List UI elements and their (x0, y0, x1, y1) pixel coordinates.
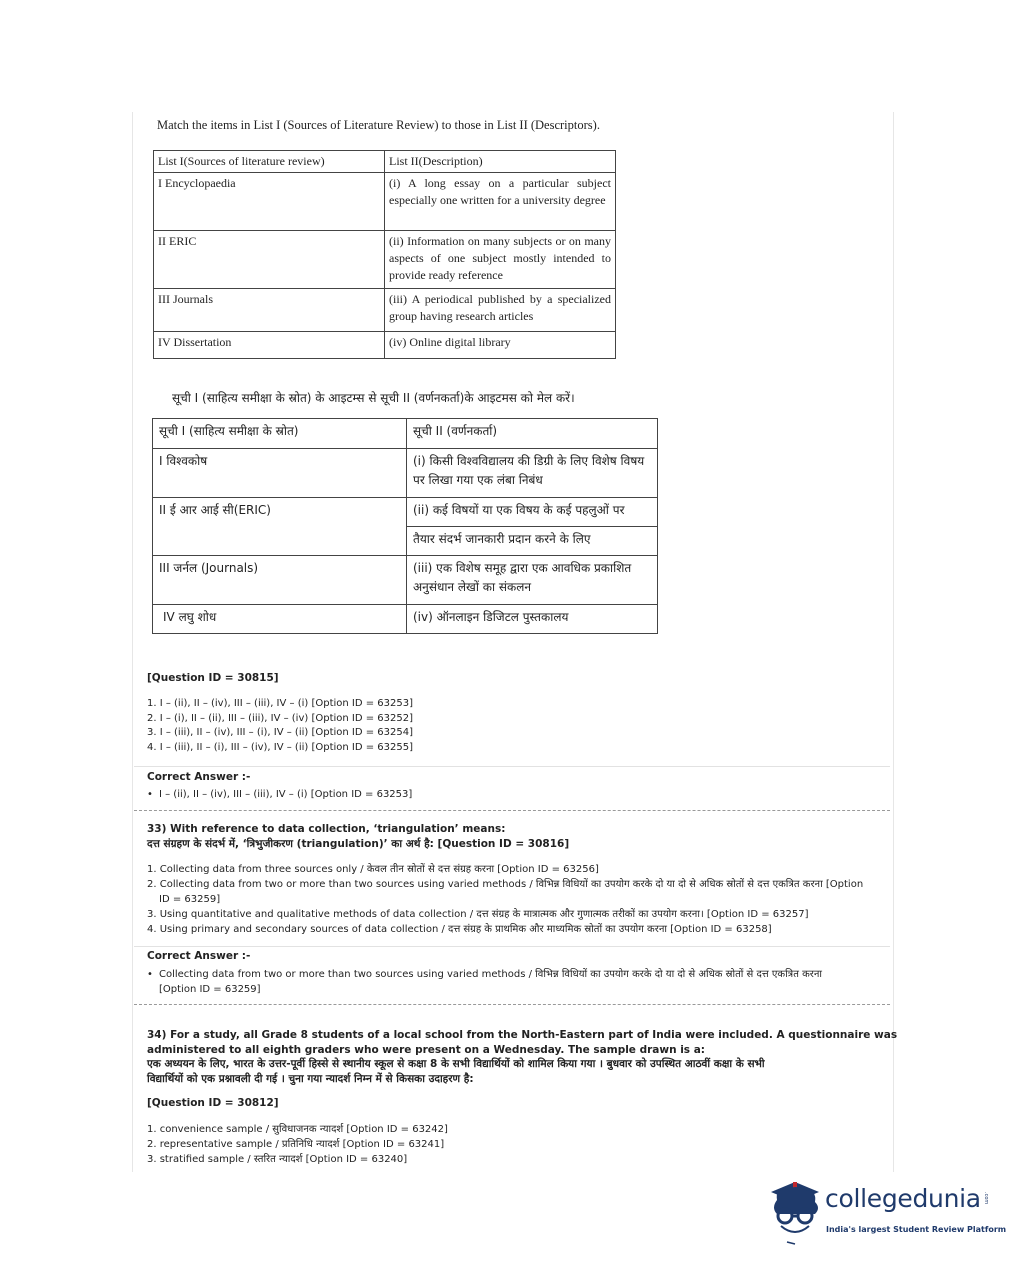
table-row (153, 449, 658, 498)
logo-com: .com (983, 1192, 989, 1205)
option-item: 2. Collecting data from two or more than two sources using varied methods / विभिन्न विधियों का उपयोग करके दो या दो से अधिक स्रोतों से दत्त एकत्रित करना [Option (147, 879, 864, 890)
question-title-english: 33) With reference to data collection, ‘triangulation’ means: (147, 823, 506, 835)
match-table-hindi (152, 418, 658, 634)
table-header-row (154, 151, 616, 173)
table-cell: II ERIC (154, 231, 385, 289)
table-cell: I Encyclopaedia (154, 173, 385, 231)
question-title (147, 822, 569, 851)
collegedunia-logo (765, 1178, 1007, 1248)
table-cell: (ii) कई विषयों या एक विषय के कई पहलुओं पर (407, 498, 658, 527)
divider (134, 810, 890, 811)
bullet-icon: • (147, 969, 153, 980)
table-row (154, 332, 616, 359)
question-intro-english: Match the items in List I (Sources of Literature Review) to those in List II (Descriptors). (157, 118, 600, 132)
table-header-row (153, 419, 658, 449)
correct-answer (147, 967, 822, 997)
table-header-list-1: सूची I (साहित्य समीक्षा के स्रोत) (153, 419, 407, 449)
table-cell: (iii) एक विशेष समूह द्वारा एक आवधिक प्रकाशित अनुसंधान लेखों का संकलन (407, 556, 658, 605)
bullet-icon: • (147, 789, 153, 800)
table-cell: (iv) Online digital library (385, 332, 616, 359)
table-cell: (ii) Information on many subjects or on many aspects of one subject mostly intended to provide ready reference (385, 231, 616, 289)
table-cell: I विश्वकोष (153, 449, 407, 498)
option-list (147, 1122, 448, 1167)
option-item: 4. Using primary and secondary sources of data collection / दत्त संग्रह के प्राथमिक और माध्यमिक स्रोतों का उपयोग करना [Option ID = 63258] (147, 924, 772, 935)
option-item: 3. Using quantitative and qualitative methods of data collection / दत्त संग्रह के मात्रात्मक और गुणात्मक तरीकों का उपयोग करना। [Option ID = 63257] (147, 909, 809, 920)
correct-answer (147, 787, 412, 802)
table-cell: II ई आर आई सी(ERIC) (153, 498, 407, 556)
table-cell: (i) A long essay on a particular subject especially one written for a university degree (385, 173, 616, 231)
option-item: 1. convenience sample / सुविधाजनक न्यादर्श [Option ID = 63242] (147, 1124, 448, 1135)
question-title (147, 1028, 897, 1086)
option-item: 1. Collecting data from three sources only / केवल तीन स्रोतों से दत्त संग्रह करना [Option ID = 63256] (147, 864, 599, 875)
table-row (154, 173, 616, 231)
table-row (153, 605, 658, 634)
question-intro-hindi: सूची I (साहित्य समीक्षा के स्रोत) के आइटम्स से सूची II (वर्णनकर्ता)के आइटमस को मेल करें। (172, 391, 575, 405)
correct-answer-text: I – (ii), II – (iv), III – (iii), IV – (i) [Option ID = 63253] (159, 789, 413, 800)
table-cell: (iv) ऑनलाइन डिजिटल पुस्तकालय (407, 605, 658, 634)
option-item: 3. stratified sample / स्तरित न्यादर्श [Option ID = 63240] (147, 1154, 408, 1165)
match-table-english (153, 150, 616, 359)
question-title-hindi: विद्यार्थियों को एक प्रश्नावली दी गई । चुना गया न्यादर्श निम्न में से किसका उदाहरण है: (147, 1072, 474, 1085)
question-title-hindi: दत्त संग्रहण के संदर्भ में, ‘त्रिभुजीकरण (triangulation)’ का अर्थ है: [Question ID = 30816] (147, 837, 570, 850)
question-id: [Question ID = 30815] (147, 672, 279, 684)
option-list (147, 697, 413, 755)
student-mascot-icon (765, 1178, 825, 1248)
table-cell: (iii) A periodical published by a specialized group having research articles (385, 289, 616, 332)
table-cell: III Journals (154, 289, 385, 332)
logo-tagline: India's largest Student Review Platform (826, 1225, 1007, 1234)
divider (134, 946, 890, 947)
option-item-continued: ID = 63259] (159, 894, 221, 905)
table-cell: IV Dissertation (154, 332, 385, 359)
logo-wordmark: collegedunia (825, 1184, 981, 1213)
option-list (147, 862, 877, 937)
table-row (153, 498, 658, 527)
table-cell: (i) किसी विश्वविद्यालय की डिग्री के लिए विशेष विषय पर लिखा गया एक लंबा निबंध (407, 449, 658, 498)
question-title-hindi: एक अध्ययन के लिए, भारत के उत्तर-पूर्वी हिस्से से स्थानीय स्कूल से कक्षा 8 के सभी विद्यार्थियों को शामिल किया गया । बुधवार को उपस्थित आठवीं कक्षा के सभी (147, 1058, 765, 1070)
correct-answer-label: Correct Answer :- (147, 950, 251, 962)
table-row (153, 556, 658, 605)
option-item: 1. I – (ii), II – (iv), III – (iii), IV – (i) [Option ID = 63253] (147, 698, 414, 709)
table-header-list-2: List II(Description) (385, 151, 616, 173)
option-item: 4. I – (iii), II – (i), III – (iv), IV – (ii) [Option ID = 63255] (147, 741, 414, 753)
option-item: 2. representative sample / प्रतिनिधि न्यादर्श [Option ID = 63241] (147, 1139, 445, 1150)
divider (134, 1004, 890, 1005)
option-item: 2. I – (i), II – (ii), III – (iii), IV – (iv) [Option ID = 63252] (147, 712, 414, 724)
question-title-english: administered to all eighth graders who were present on a Wednesday. The sample drawn is a: (147, 1043, 705, 1056)
table-header-list-2: सूची II (वर्णनकर्ता) (407, 419, 658, 449)
question-title-english: 34) For a study, all Grade 8 students of a local school from the North-Eastern part of India were included. A questionnaire was (147, 1029, 898, 1041)
table-row (154, 231, 616, 289)
correct-answer-text: Collecting data from two or more than two sources using varied methods / विभिन्न विधियों का उपयोग करके दो या दो से अधिक स्रोतों से दत्त एकत्रित करना (159, 969, 822, 980)
correct-answer-text-continued: [Option ID = 63259] (159, 984, 261, 995)
divider (134, 766, 890, 767)
table-cell: तैयार संदर्भ जानकारी प्रदान करने के लिए (407, 527, 658, 556)
question-id: [Question ID = 30812] (147, 1097, 279, 1109)
option-item: 3. I – (iii), II – (iv), III – (i), IV – (ii) [Option ID = 63254] (147, 727, 414, 738)
table-header-list-1: List I(Sources of literature review) (154, 151, 385, 173)
correct-answer-label: Correct Answer :- (147, 771, 251, 783)
table-row (154, 289, 616, 332)
table-cell: IV लघु शोध (153, 605, 407, 634)
table-cell: III जर्नल (Journals) (153, 556, 407, 605)
